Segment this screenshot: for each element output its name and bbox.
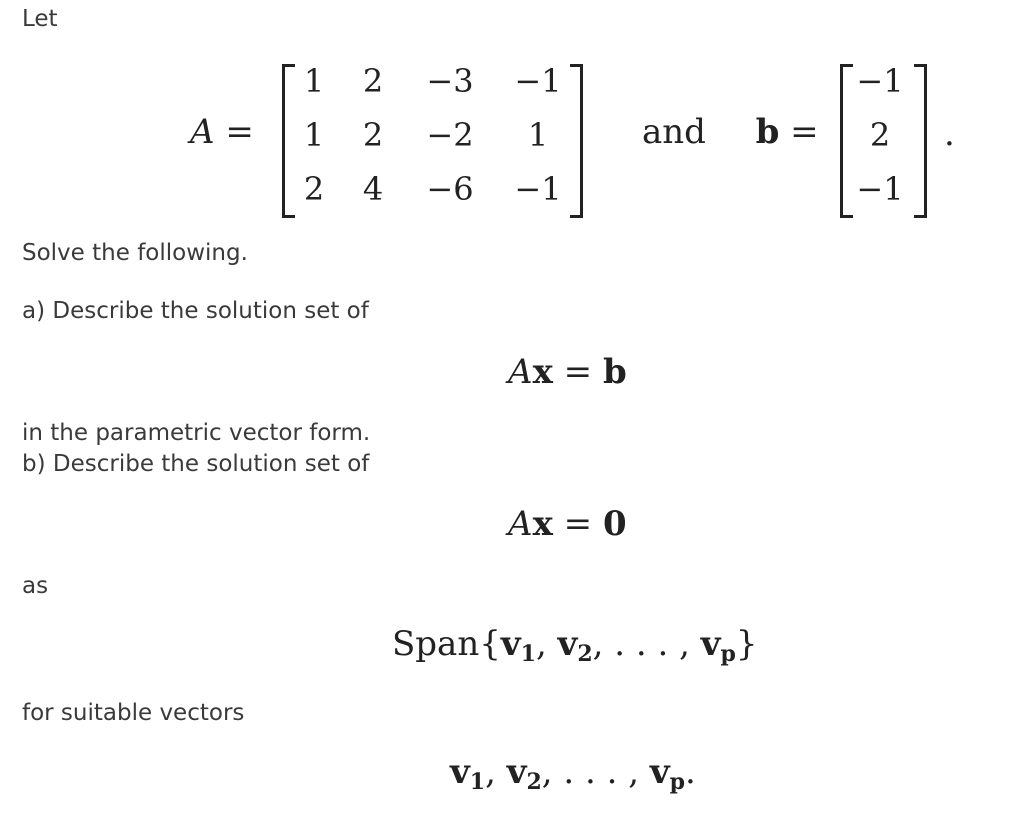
list-v1: v [450, 752, 470, 792]
equation-ax-b [508, 352, 627, 392]
eq1-b: b [602, 352, 627, 392]
instruction-solve: Solve the following. [22, 240, 248, 266]
as-text: as [22, 573, 49, 599]
span-vp: v [700, 624, 721, 664]
eq2-a: A [508, 504, 533, 544]
matrix-a-cell: 1 [303, 116, 325, 154]
matrix-a-cell: 2 [362, 62, 384, 100]
list-period: . [685, 752, 696, 792]
list-ellipsis: , . . . , [541, 752, 650, 792]
eq2-x: x [532, 504, 553, 544]
span-expression [392, 624, 758, 667]
span-sep: , [535, 624, 558, 664]
span-v2: v [557, 624, 578, 664]
list-vp: v [649, 752, 670, 792]
vector-b-cell: −1 [856, 170, 904, 208]
matrix-a-cell: 2 [362, 116, 384, 154]
eq1-x: x [532, 352, 553, 392]
matrix-a-equals: = [225, 112, 254, 152]
matrix-a-cell: −2 [426, 116, 474, 154]
vector-b-label [642, 112, 819, 152]
matrix-a-cell: 4 [362, 170, 384, 208]
list-v2-sub: 2 [526, 769, 542, 795]
matrix-a-cell: −3 [426, 62, 474, 100]
span-ellipsis: , . . . , [592, 624, 701, 664]
eq1-a: A [508, 352, 533, 392]
eq2-equals: = [563, 504, 593, 544]
span-vp-sub: p [720, 641, 736, 667]
matrix-a-cell: −1 [514, 170, 562, 208]
intro-let: Let [22, 6, 58, 32]
matrix-a-label [190, 112, 254, 152]
eq2-zero: 0 [602, 504, 627, 544]
part-a-prompt: a) Describe the solution set of [22, 298, 369, 324]
span-v2-sub: 2 [577, 641, 593, 667]
list-sep: , [485, 752, 507, 792]
suitable-vectors-text: for suitable vectors [22, 700, 245, 726]
vector-b-cell: −1 [856, 62, 904, 100]
vector-b-period: . [944, 114, 955, 154]
list-vp-sub: p [669, 769, 686, 795]
span-v1: v [500, 624, 521, 664]
list-v2: v [506, 752, 527, 792]
vector-b-cell: 2 [869, 116, 891, 154]
vector-b-symbol: b [755, 112, 780, 152]
span-open-brace: { [479, 624, 501, 664]
span-v1-sub: 1 [520, 641, 536, 667]
part-b-prompt: b) Describe the solution set of [22, 451, 370, 477]
span-close-brace: } [735, 624, 758, 664]
matrix-a-cell: −6 [426, 170, 474, 208]
span-word: Span [392, 624, 480, 664]
parametric-form-text: in the parametric vector form. [22, 420, 371, 446]
eq1-equals: = [563, 352, 593, 392]
vector-list [450, 752, 696, 795]
matrix-a-cell: 1 [303, 62, 325, 100]
vector-b-equals: = [790, 112, 819, 152]
matrix-a-cell: 2 [303, 170, 325, 208]
matrix-a-cell: −1 [514, 62, 562, 100]
equation-ax-0 [508, 504, 627, 544]
list-v1-sub: 1 [469, 769, 486, 795]
matrix-a-cell: 1 [527, 116, 549, 154]
matrix-a-symbol: A [190, 112, 215, 152]
and-connector: and [642, 112, 706, 152]
